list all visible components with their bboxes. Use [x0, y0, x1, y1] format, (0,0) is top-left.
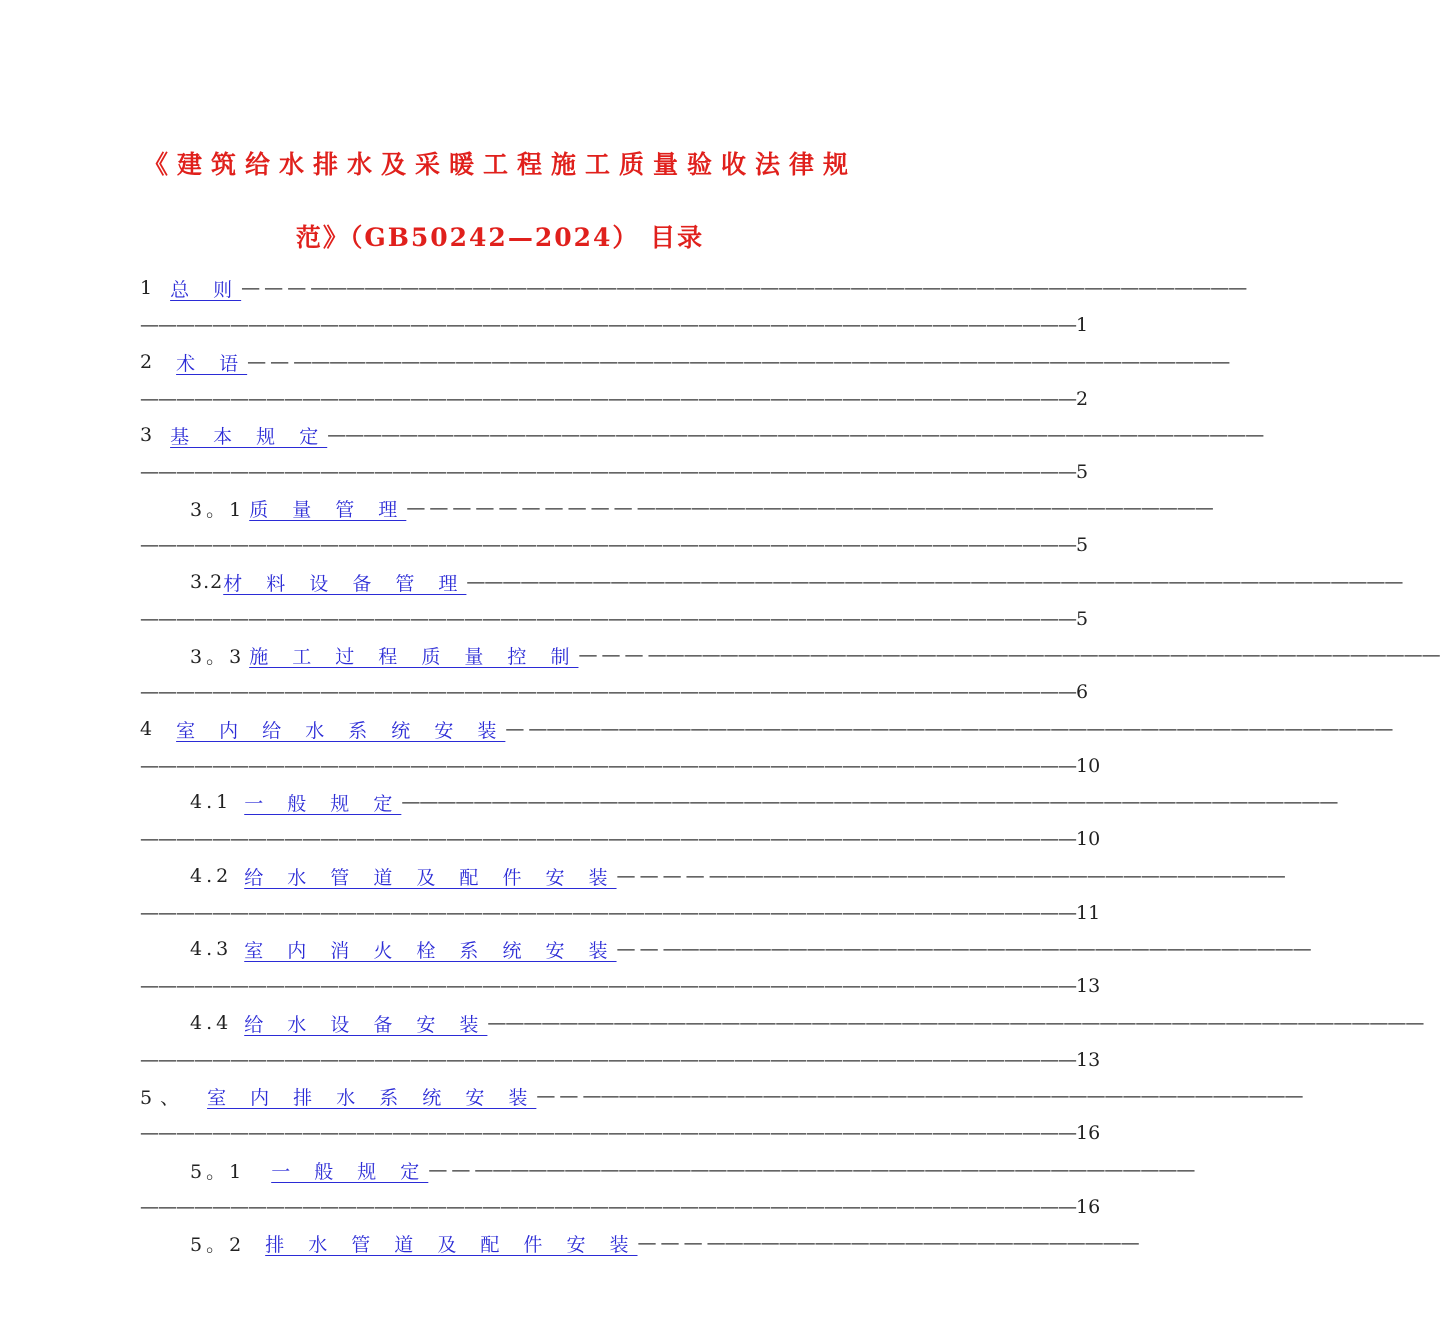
leader-dots: — — — ————————————————————————————————————————————	[578, 644, 1440, 666]
leader-dots: ————————————————————————————————————————————————————	[140, 608, 1076, 630]
document-title-line1: 《建筑给水排水及采暖工程施工质量验收法律规	[142, 150, 857, 179]
leader-dots: ————————————————————————————————————————————————————	[466, 571, 1403, 593]
toc-number: 3。1	[190, 498, 246, 521]
toc-link-process-control[interactable]: 施 工 过 程 质 量 控 制	[249, 645, 579, 668]
toc-page-number: 1	[1076, 314, 1089, 336]
leader-dots: ————————————————————————————————————————————————————	[487, 1012, 1424, 1034]
toc-line2	[140, 1192, 1101, 1222]
toc-page-number: 13	[1076, 1049, 1101, 1071]
toc-page-number: 5	[1076, 608, 1089, 630]
leader-dots: — — ————————————————————————————————————	[616, 938, 1311, 960]
toc-link-material-equipment[interactable]: 材 料 设 备 管 理	[223, 572, 467, 595]
leader-dots: ————————————————————————————————————————————————————	[140, 461, 1076, 483]
toc-number: 4.2	[190, 865, 233, 887]
leader-dots: ————————————————————————————————————————————————————	[140, 534, 1076, 556]
toc-page-number: 10	[1076, 755, 1101, 777]
toc-page-number: 11	[1076, 902, 1101, 924]
toc-number: 4.4	[190, 1012, 233, 1034]
toc-line2	[140, 751, 1101, 781]
toc-line2	[140, 384, 1089, 414]
toc-page-number: 6	[1076, 681, 1089, 703]
toc-link-terms[interactable]: 术 语	[176, 352, 248, 375]
toc-link-drain-pipes-fittings[interactable]: 排 水 管 道 及 配 件 安 装	[265, 1233, 638, 1256]
toc-link-general-rules-5[interactable]: 一 般 规 定	[271, 1160, 429, 1183]
document-title-line2: 范》（GB50242—2024） 目录	[295, 223, 705, 252]
leader-dots: — — ————————————————————————————————————————————————————	[247, 351, 1230, 373]
toc-line2	[140, 457, 1089, 487]
leader-dots: — — — ————————————————————————————————————————————————————	[241, 277, 1247, 299]
leader-dots: — ————————————————————————————————————————————————	[505, 718, 1393, 740]
toc-link-quality-management[interactable]: 质 量 管 理	[249, 498, 407, 521]
toc-line2	[140, 530, 1089, 560]
toc-line2	[140, 604, 1089, 634]
leader-dots: — — — — ————————————————————————————————	[616, 865, 1285, 887]
leader-dots: ————————————————————————————————————————————————————	[140, 755, 1076, 777]
leader-dots: ————————————————————————————————————————————————————	[140, 1122, 1076, 1144]
toc-page-number: 5	[1076, 461, 1089, 483]
leader-dots: ————————————————————————————————————————————————————	[140, 902, 1076, 924]
toc-page-number: 10	[1076, 828, 1101, 850]
toc-link-general[interactable]: 总 则	[170, 278, 242, 301]
toc-number: 3。3	[190, 645, 246, 668]
leader-dots: — — ————————————————————————————————————————	[428, 1159, 1195, 1181]
toc-link-pipes-fittings[interactable]: 给 水 管 道 及 配 件 安 装	[244, 866, 617, 889]
toc-number: 3.2	[190, 571, 224, 593]
toc-line2	[140, 971, 1101, 1001]
leader-dots: ————————————————————————————————————————————————————	[140, 1049, 1076, 1071]
toc-line2	[140, 824, 1101, 854]
toc-line2	[140, 1118, 1101, 1148]
toc-link-general-rules-4[interactable]: 一 般 规 定	[244, 792, 402, 815]
leader-dots: ————————————————————————————————————————————————————	[140, 388, 1076, 410]
leader-dots: ————————————————————————————————————————————————————	[140, 828, 1076, 850]
toc-page-number: 16	[1076, 1196, 1101, 1218]
toc-link-fire-hydrant[interactable]: 室 内 消 火 栓 系 统 安 装	[244, 939, 617, 962]
toc-page-number: 16	[1076, 1122, 1101, 1144]
toc-number: 3	[140, 424, 157, 446]
leader-dots: ————————————————————————————————————————————————————	[140, 975, 1076, 997]
leader-dots: — — ————————————————————————————————————————	[536, 1085, 1303, 1107]
toc-page-number: 2	[1076, 388, 1089, 410]
toc-link-indoor-water-supply[interactable]: 室 内 给 水 系 统 安 装	[176, 719, 506, 742]
toc-number: 2	[140, 351, 157, 373]
toc-number: 4.3	[190, 938, 233, 960]
toc-number: 5。1	[190, 1160, 246, 1183]
toc-line2	[140, 1045, 1101, 1075]
toc-page-number: 5	[1076, 534, 1089, 556]
leader-dots: ————————————————————————————————————————————————————	[140, 1196, 1076, 1218]
leader-dots: ————————————————————————————————————————————————————	[401, 791, 1338, 813]
toc-page-number: 13	[1076, 975, 1101, 997]
leader-dots: — — — — — — — — — — ————————————————————————————————	[406, 497, 1213, 519]
toc-number: 5。2	[190, 1233, 246, 1256]
leader-dots: — — — ————————————————————————	[637, 1232, 1139, 1254]
toc-link-basic-rules[interactable]: 基 本 规 定	[170, 425, 328, 448]
leader-dots: ————————————————————————————————————————————————————	[327, 424, 1264, 446]
toc-number: 4.1	[190, 791, 233, 813]
toc-number: 5、	[140, 1086, 188, 1109]
leader-dots: ————————————————————————————————————————————————————	[140, 314, 1076, 336]
leader-dots: ————————————————————————————————————————————————————	[140, 681, 1076, 703]
toc-number: 4	[140, 718, 157, 740]
toc-number: 1	[140, 277, 157, 299]
toc-link-water-equipment[interactable]: 给 水 设 备 安 装	[244, 1013, 488, 1036]
toc-link-indoor-drainage[interactable]: 室 内 排 水 系 统 安 装	[207, 1086, 537, 1109]
toc-line2	[140, 898, 1101, 928]
toc-line2	[140, 310, 1089, 340]
toc-line2	[140, 677, 1089, 707]
